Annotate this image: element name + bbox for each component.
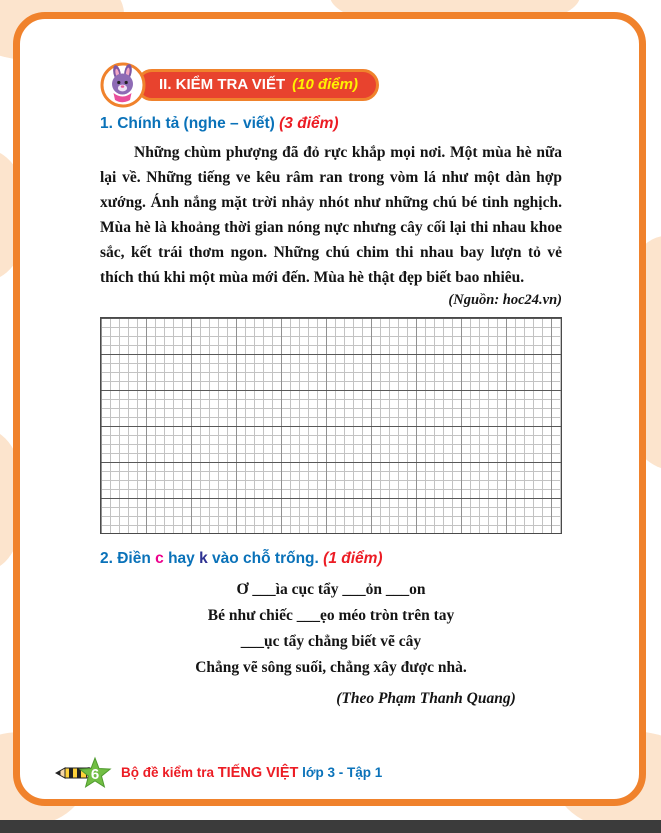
exercise-2-title-suffix: vào chỗ trống. (212, 550, 319, 567)
poem-line: ___ục tẩy chẳng biết vẽ cây (240, 633, 422, 650)
exercise-2-title-prefix: 2. Điền (100, 550, 151, 567)
handwriting-grid (100, 317, 562, 534)
exercise-1-title: 1. Chính tả (nghe – viết) (100, 115, 275, 132)
source-credit: (Nguồn: hoc24.vn) (448, 292, 562, 308)
letter-c: c (155, 550, 164, 567)
exercise-2-points: (1 điểm) (323, 550, 383, 567)
dictation-passage: Những chùm phượng đã đỏ rực khắp mọi nơi. Một mùa hè nữa lại về. Những tiếng ve kêu râm ran trong vòm lá như một dàn hợp xướng. Ánh nắng mặt trời nhảy nhót như những chú bé tinh nghịch. Mùa hè là khoảng thời gian nóng nực nhưng cây cối lại thi nhau khoe sắc, kết trái thơm ngon. Những chú chim thi nhau bay lượn tỏ vẻ thích thú khi một mùa mới đến. Mùa hè thật đẹp biết bao nhiêu. (100, 144, 562, 286)
letter-k: k (199, 550, 208, 567)
exercise-2-title-mid: hay (168, 550, 195, 567)
page-content (20, 19, 639, 799)
badge-points: (10 điểm) (292, 76, 358, 93)
page-number-star (78, 756, 112, 790)
bunny-icon (100, 62, 146, 108)
page-footer (54, 756, 382, 790)
series-brand: TIẾNG VIỆT (217, 765, 299, 781)
section-header (100, 62, 562, 108)
poem-line: Bé như chiếc ___ẹo méo tròn trên tay (207, 607, 455, 624)
page-number: 6 (90, 766, 100, 783)
exercise-1-points: (3 điểm) (279, 115, 339, 132)
series-title (121, 765, 382, 781)
section-badge (136, 69, 379, 101)
page-frame (13, 12, 646, 806)
poem-line: Ơ ___ìa cục tẩy ___ỏn ___on (236, 581, 426, 598)
fill-in-poem (100, 577, 562, 712)
exercise-1-heading (100, 115, 562, 133)
poem-author: (Theo Phạm Thanh Quang) (336, 690, 516, 707)
poem-line: Chẳng vẽ sông suối, chẳng xây được nhà. (195, 659, 467, 676)
badge-title: II. KIỂM TRA VIẾT (159, 76, 286, 93)
scan-edge-bar (0, 820, 661, 833)
exercise-2-heading (100, 550, 562, 568)
series-suffix: lớp 3 - Tập 1 (302, 765, 383, 780)
series-prefix: Bộ đề kiểm tra (121, 765, 215, 780)
